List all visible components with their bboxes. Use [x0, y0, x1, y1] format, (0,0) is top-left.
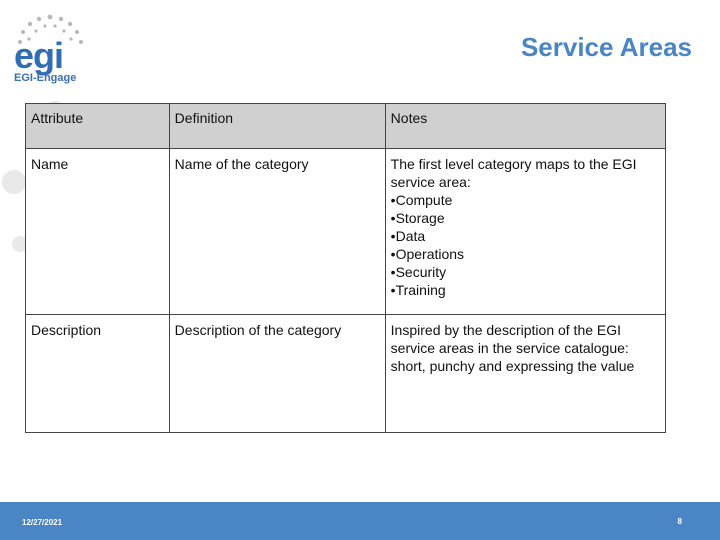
- header-notes: Notes: [385, 104, 665, 149]
- table-row: [26, 315, 666, 433]
- list-item: • Storage: [391, 209, 660, 227]
- header-attribute: Attribute: [26, 104, 170, 149]
- list-item: • Compute: [391, 191, 660, 209]
- list-item: • Training: [391, 281, 660, 299]
- cell-definition: Name of the category: [169, 149, 385, 315]
- page-number: 8: [677, 517, 682, 526]
- cell-definition: Description of the category: [169, 315, 385, 433]
- footer-date: 12/27/2021: [22, 518, 63, 527]
- attributes-table: [25, 103, 666, 433]
- page-title: Service Areas: [520, 32, 692, 62]
- logo-wordmark: egi: [14, 35, 64, 76]
- list-item: • Data: [391, 227, 660, 245]
- footer-bar: [0, 502, 720, 540]
- service-area-list: [391, 191, 660, 299]
- cell-attribute: Name: [26, 149, 170, 315]
- header-definition: Definition: [169, 104, 385, 149]
- cell-notes: [385, 149, 665, 315]
- cell-attribute: Description: [26, 315, 170, 433]
- table-row: [26, 149, 666, 315]
- list-item: • Operations: [391, 245, 660, 263]
- list-item: • Security: [391, 263, 660, 281]
- notes-intro: The first level category maps to the EGI service area:: [390, 156, 637, 190]
- logo-caption: EGI-Engage: [14, 72, 77, 84]
- cell-notes: Inspired by the description of the EGI service areas in the service catalogue: short, punchy and expressing the value: [385, 315, 665, 433]
- table-header-row: [26, 104, 666, 149]
